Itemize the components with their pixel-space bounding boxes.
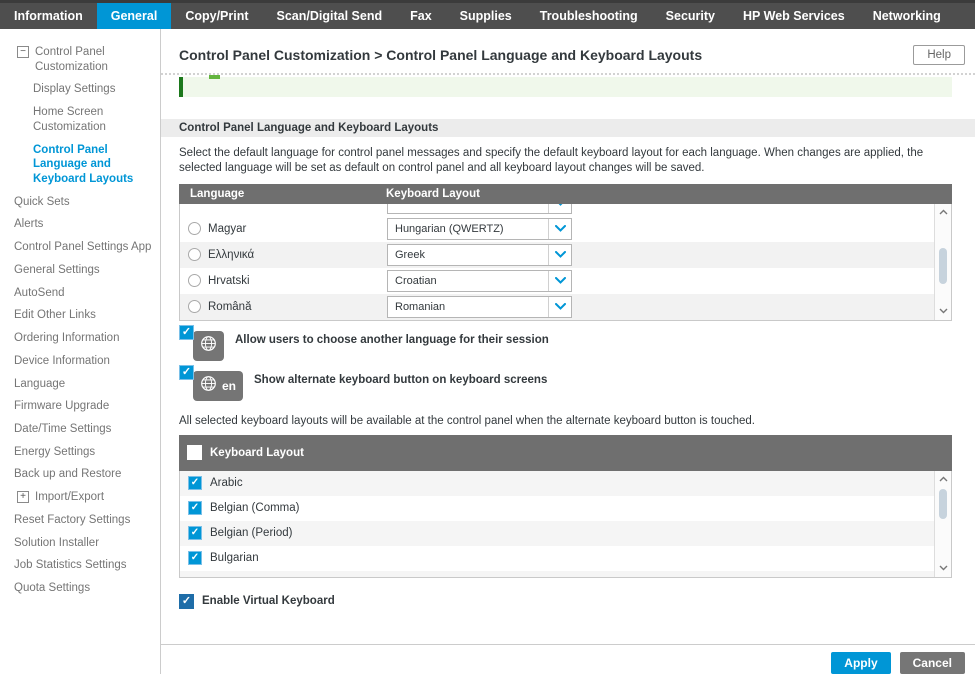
sidebar-item-date-time-settings[interactable]: Date/Time Settings [14, 422, 112, 435]
keyboard-layout-label: Belgian (Period) [210, 527, 293, 540]
keyboard-layout-checkbox[interactable]: ✓ [188, 501, 202, 515]
virtual-keyboard-label: Enable Virtual Keyboard [202, 595, 335, 608]
sidebar-item-general-settings[interactable]: General Settings [14, 263, 100, 276]
keyboard-table-header [179, 435, 952, 471]
apply-button[interactable]: Apply [831, 652, 890, 674]
keyboard-layout-select[interactable]: Greek [387, 244, 572, 266]
sidebar-item-device-information[interactable]: Device Information [14, 354, 110, 367]
scrollbar-thumb[interactable] [939, 248, 947, 284]
table-row [180, 216, 934, 242]
tab-supplies[interactable]: Supplies [459, 9, 512, 23]
keyboard-layout-select[interactable]: Croatian [387, 270, 572, 292]
globe-language-badge: en [222, 378, 237, 393]
scroll-boundary [161, 73, 975, 97]
content-header [161, 29, 975, 73]
sidebar-item-display-settings[interactable]: Display Settings [33, 83, 116, 96]
column-header-keyboard-layout: Keyboard Layout [210, 446, 304, 459]
keyboard-layout-checkbox[interactable]: ✓ [188, 476, 202, 490]
table-row [180, 268, 934, 294]
language-label: Hrvatski [208, 274, 250, 287]
section-title-bar: Control Panel Language and Keyboard Layouts [161, 119, 975, 137]
language-radio[interactable] [188, 274, 201, 287]
virtual-keyboard-checkbox[interactable]: ✓ [179, 594, 194, 609]
table-row-partial [180, 204, 934, 216]
language-label: Magyar [208, 222, 247, 235]
sidebar-item-control-panel-settings-app[interactable]: Control Panel Settings App [14, 241, 152, 254]
sidebar-item-alerts[interactable]: Alerts [14, 218, 44, 231]
keyboard-layout-label: Belgian (Comma) [210, 502, 300, 515]
table-row-partial [180, 571, 934, 577]
allow-language-label: Allow users to choose another language for their session [235, 333, 549, 346]
language-label: Ελληνικά [208, 248, 255, 261]
globe-icon [200, 335, 217, 357]
keyboard-layout-checkbox[interactable]: ✓ [188, 526, 202, 540]
sidebar-item-home-screen-customization[interactable]: Home Screen Customization [33, 106, 106, 133]
keyboard-table-body [179, 471, 952, 578]
scroll-down-icon[interactable] [935, 305, 951, 318]
language-radio[interactable] [188, 300, 201, 313]
select-all-checkbox[interactable] [187, 445, 202, 460]
sidebar-item-label: Control Panel Customization [35, 46, 108, 73]
table-row [180, 496, 934, 521]
keyboard-table-scrollbar[interactable] [934, 471, 951, 577]
tab-networking[interactable]: Networking [872, 9, 941, 23]
tab-troubleshooting[interactable]: Troubleshooting [539, 9, 638, 23]
keyboard-layout-select[interactable]: Hungarian (QWERTZ) [387, 218, 572, 240]
sidebar-item-autosend[interactable]: AutoSend [14, 286, 65, 299]
help-button[interactable]: Help [913, 45, 965, 65]
sidebar-item-ordering-information[interactable]: Ordering Information [14, 332, 120, 345]
globe-icon [200, 375, 217, 397]
footer-actions [161, 644, 975, 674]
chevron-down-icon [548, 219, 571, 239]
keyboard-layout-label: Arabic [210, 477, 243, 490]
success-icon-partial [209, 75, 220, 79]
alternate-keyboard-label: Show alternate keyboard button on keyboard screens [254, 373, 548, 386]
content-area [161, 29, 975, 674]
sidebar-item-job-statistics-settings[interactable]: Job Statistics Settings [14, 559, 127, 572]
language-table [179, 184, 952, 321]
tab-scan-digital-send[interactable]: Scan/Digital Send [276, 9, 383, 23]
alternate-keyboard-option [179, 365, 952, 401]
tab-security[interactable]: Security [665, 9, 716, 23]
sidebar-item-language[interactable]: Language [14, 377, 66, 390]
collapse-icon[interactable]: − [17, 46, 29, 58]
tab-copy-print[interactable]: Copy/Print [185, 9, 249, 23]
column-header-language: Language [190, 187, 245, 200]
table-row [180, 471, 934, 496]
keyboard-layout-label: Bulgarian [210, 552, 259, 565]
language-table-body [179, 204, 952, 321]
success-notice-left-bar [179, 77, 183, 97]
table-row [180, 521, 934, 546]
section-description: Select the default language for control panel messages and specify the default keyboard layout for each language. When changes are applied, the selected language will be set as default on control panel and all keyboard layout changes will be saved. [179, 147, 924, 174]
alternate-keyboard-button[interactable] [181, 365, 243, 401]
keyboard-layout-checkbox[interactable]: ✓ [188, 551, 202, 565]
sidebar-item-reset-factory-settings[interactable]: Reset Factory Settings [14, 513, 131, 526]
language-radio[interactable] [188, 222, 201, 235]
chevron-down-icon [548, 271, 571, 291]
language-table-header [179, 184, 952, 204]
sidebar-item-edit-other-links[interactable]: Edit Other Links [14, 309, 96, 322]
sidebar [0, 29, 161, 674]
top-nav [0, 0, 975, 29]
sidebar-item-label: Import/Export [35, 491, 105, 504]
keyboard-layout-table [179, 435, 952, 578]
tab-information[interactable]: Information [14, 9, 83, 23]
sidebar-item-control-panel-customization[interactable] [0, 41, 160, 78]
keyboard-layout-select-partial[interactable] [387, 204, 572, 214]
column-header-keyboard-layout: Keyboard Layout [386, 187, 480, 200]
sidebar-item-quota-settings[interactable]: Quota Settings [14, 581, 91, 594]
sidebar-item-quick-sets[interactable]: Quick Sets [14, 195, 70, 208]
keyboard-layout-select[interactable]: Romanian [387, 296, 572, 318]
scroll-down-icon[interactable] [935, 562, 951, 575]
language-table-scrollbar[interactable] [934, 204, 951, 320]
language-label: Română [208, 300, 252, 313]
tab-fax[interactable]: Fax [410, 9, 432, 23]
choose-language-button[interactable] [181, 325, 224, 361]
tab-hp-web-services[interactable]: HP Web Services [743, 9, 845, 23]
alternate-keyboard-info: All selected keyboard layouts will be available at the control panel when the alternate keyboard button is touched. [179, 414, 755, 427]
sidebar-item-solution-installer[interactable]: Solution Installer [14, 536, 100, 549]
scroll-up-icon[interactable] [935, 206, 951, 219]
virtual-keyboard-option [179, 594, 952, 609]
chevron-down-icon [548, 245, 571, 265]
chevron-down-icon [548, 297, 571, 317]
sidebar-item-control-panel-language-and-keyboard-layouts[interactable]: Control Panel Language and Keyboard Layouts [33, 143, 134, 186]
sidebar-item-energy-settings[interactable]: Energy Settings [14, 445, 96, 458]
sidebar-item-back-up-and-restore[interactable]: Back up and Restore [14, 468, 122, 481]
scroll-up-icon[interactable] [935, 473, 951, 486]
success-notice-partial [179, 77, 952, 97]
language-radio[interactable] [188, 248, 201, 261]
table-row [180, 242, 934, 268]
tab-general[interactable]: General [97, 3, 172, 29]
alternate-keyboard-checkbox[interactable]: ✓ [179, 365, 194, 380]
expand-icon[interactable]: + [17, 491, 29, 503]
allow-language-checkbox[interactable]: ✓ [179, 325, 194, 340]
scrollbar-thumb[interactable] [939, 489, 947, 519]
breadcrumb: Control Panel Customization > Control Panel Language and Keyboard Layouts [179, 47, 703, 63]
sidebar-item-firmware-upgrade[interactable]: Firmware Upgrade [14, 400, 110, 413]
table-row [180, 546, 934, 571]
main-layout [0, 29, 975, 674]
cancel-button[interactable]: Cancel [900, 652, 965, 674]
chevron-down-icon [548, 204, 571, 213]
sidebar-item-import-export[interactable] [0, 486, 160, 509]
table-row [180, 294, 934, 320]
allow-language-option [179, 325, 952, 361]
